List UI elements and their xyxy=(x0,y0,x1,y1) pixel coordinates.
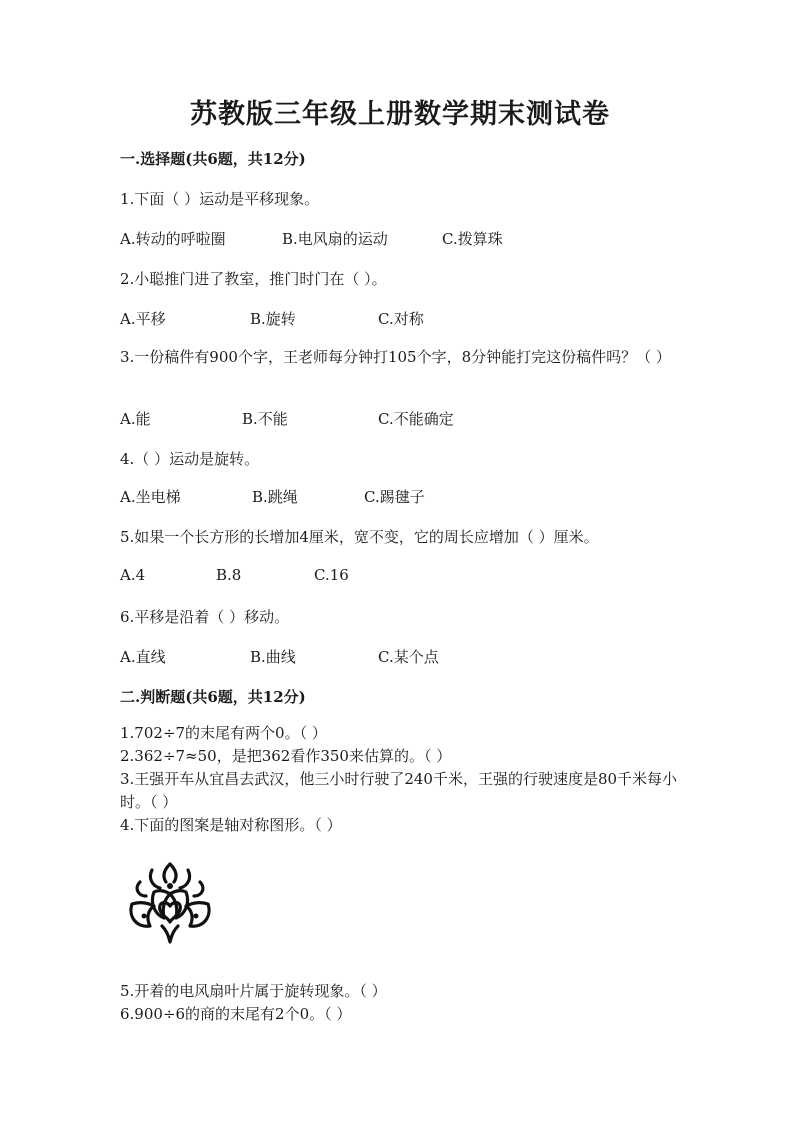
option-a[interactable]: A.平移 xyxy=(120,310,166,328)
choice-question-4: 4.（ ）运动是旋转。 xyxy=(120,450,260,468)
judgement-question-2: 2.362÷7≈50，是把362看作350来估算的。（ ） xyxy=(120,747,452,765)
option-c[interactable]: C.踢毽子 xyxy=(364,488,425,506)
choice-options-2 xyxy=(120,308,690,331)
choice-options-6 xyxy=(120,646,690,669)
judgement-question-3: 3.王强开车从宜昌去武汉，他三小时行驶了240千米，王强的行驶速度是80千米每小时。（ ） xyxy=(120,770,678,811)
choice-options-4 xyxy=(120,486,690,509)
option-a[interactable]: A.能 xyxy=(120,410,151,428)
choice-question-6: 6.平移是沿着（ ）移动。 xyxy=(120,608,290,626)
page-title: 苏教版三年级上册数学期末测试卷 xyxy=(190,99,610,130)
option-b[interactable]: B.不能 xyxy=(242,410,288,428)
option-a[interactable]: A.直线 xyxy=(120,648,166,666)
option-c[interactable]: C.某个点 xyxy=(378,648,439,666)
option-c[interactable]: C.16 xyxy=(314,566,349,584)
choice-options-3 xyxy=(120,408,690,431)
option-c[interactable]: C.拨算珠 xyxy=(442,230,503,248)
judgement-list xyxy=(120,722,690,837)
option-c[interactable]: C.不能确定 xyxy=(378,410,454,428)
option-b[interactable]: B.曲线 xyxy=(250,648,296,666)
option-b[interactable]: B.旋转 xyxy=(250,310,296,328)
option-a[interactable]: A.4 xyxy=(120,566,146,584)
option-c[interactable]: C.对称 xyxy=(378,310,424,328)
section-heading-judgement: 二.判断题(共6题，共12分) xyxy=(120,688,306,706)
judgement-question-1: 1.702÷7的末尾有两个0。（ ） xyxy=(120,724,327,742)
choice-question-2: 2.小聪推门进了教室，推门时门在（ ）。 xyxy=(120,270,387,288)
symmetric-flower-figure xyxy=(124,858,216,946)
choice-question-5: 5.如果一个长方形的长增加4厘米，宽不变，它的周长应增加（ ）厘米。 xyxy=(120,528,599,546)
option-a[interactable]: A.坐电梯 xyxy=(120,488,181,506)
option-b[interactable]: B.跳绳 xyxy=(252,488,298,506)
choice-question-1: 1.下面（ ）运动是平移现象。 xyxy=(120,190,320,208)
choice-question-3: 3.一份稿件有900个字，王老师每分钟打105个字，8分钟能打完这份稿件吗？（ ） xyxy=(120,348,671,366)
choice-options-5 xyxy=(120,566,690,589)
choice-options-1 xyxy=(120,228,690,251)
option-b[interactable]: B.电风扇的运动 xyxy=(282,230,388,248)
option-a[interactable]: A.转动的呼啦圈 xyxy=(120,230,226,248)
option-b[interactable]: B.8 xyxy=(216,566,242,584)
judgement-question-4: 4.下面的图案是轴对称图形。（ ） xyxy=(120,816,342,834)
judgement-question-5: 5.开着的电风扇叶片属于旋转现象。（ ） xyxy=(120,982,387,1000)
judgement-question-6: 6.900÷6的商的末尾有2个0。（ ） xyxy=(120,1005,352,1023)
judgement-list-continued xyxy=(120,980,690,1026)
section-heading-choice: 一.选择题(共6题，共12分) xyxy=(120,150,306,168)
